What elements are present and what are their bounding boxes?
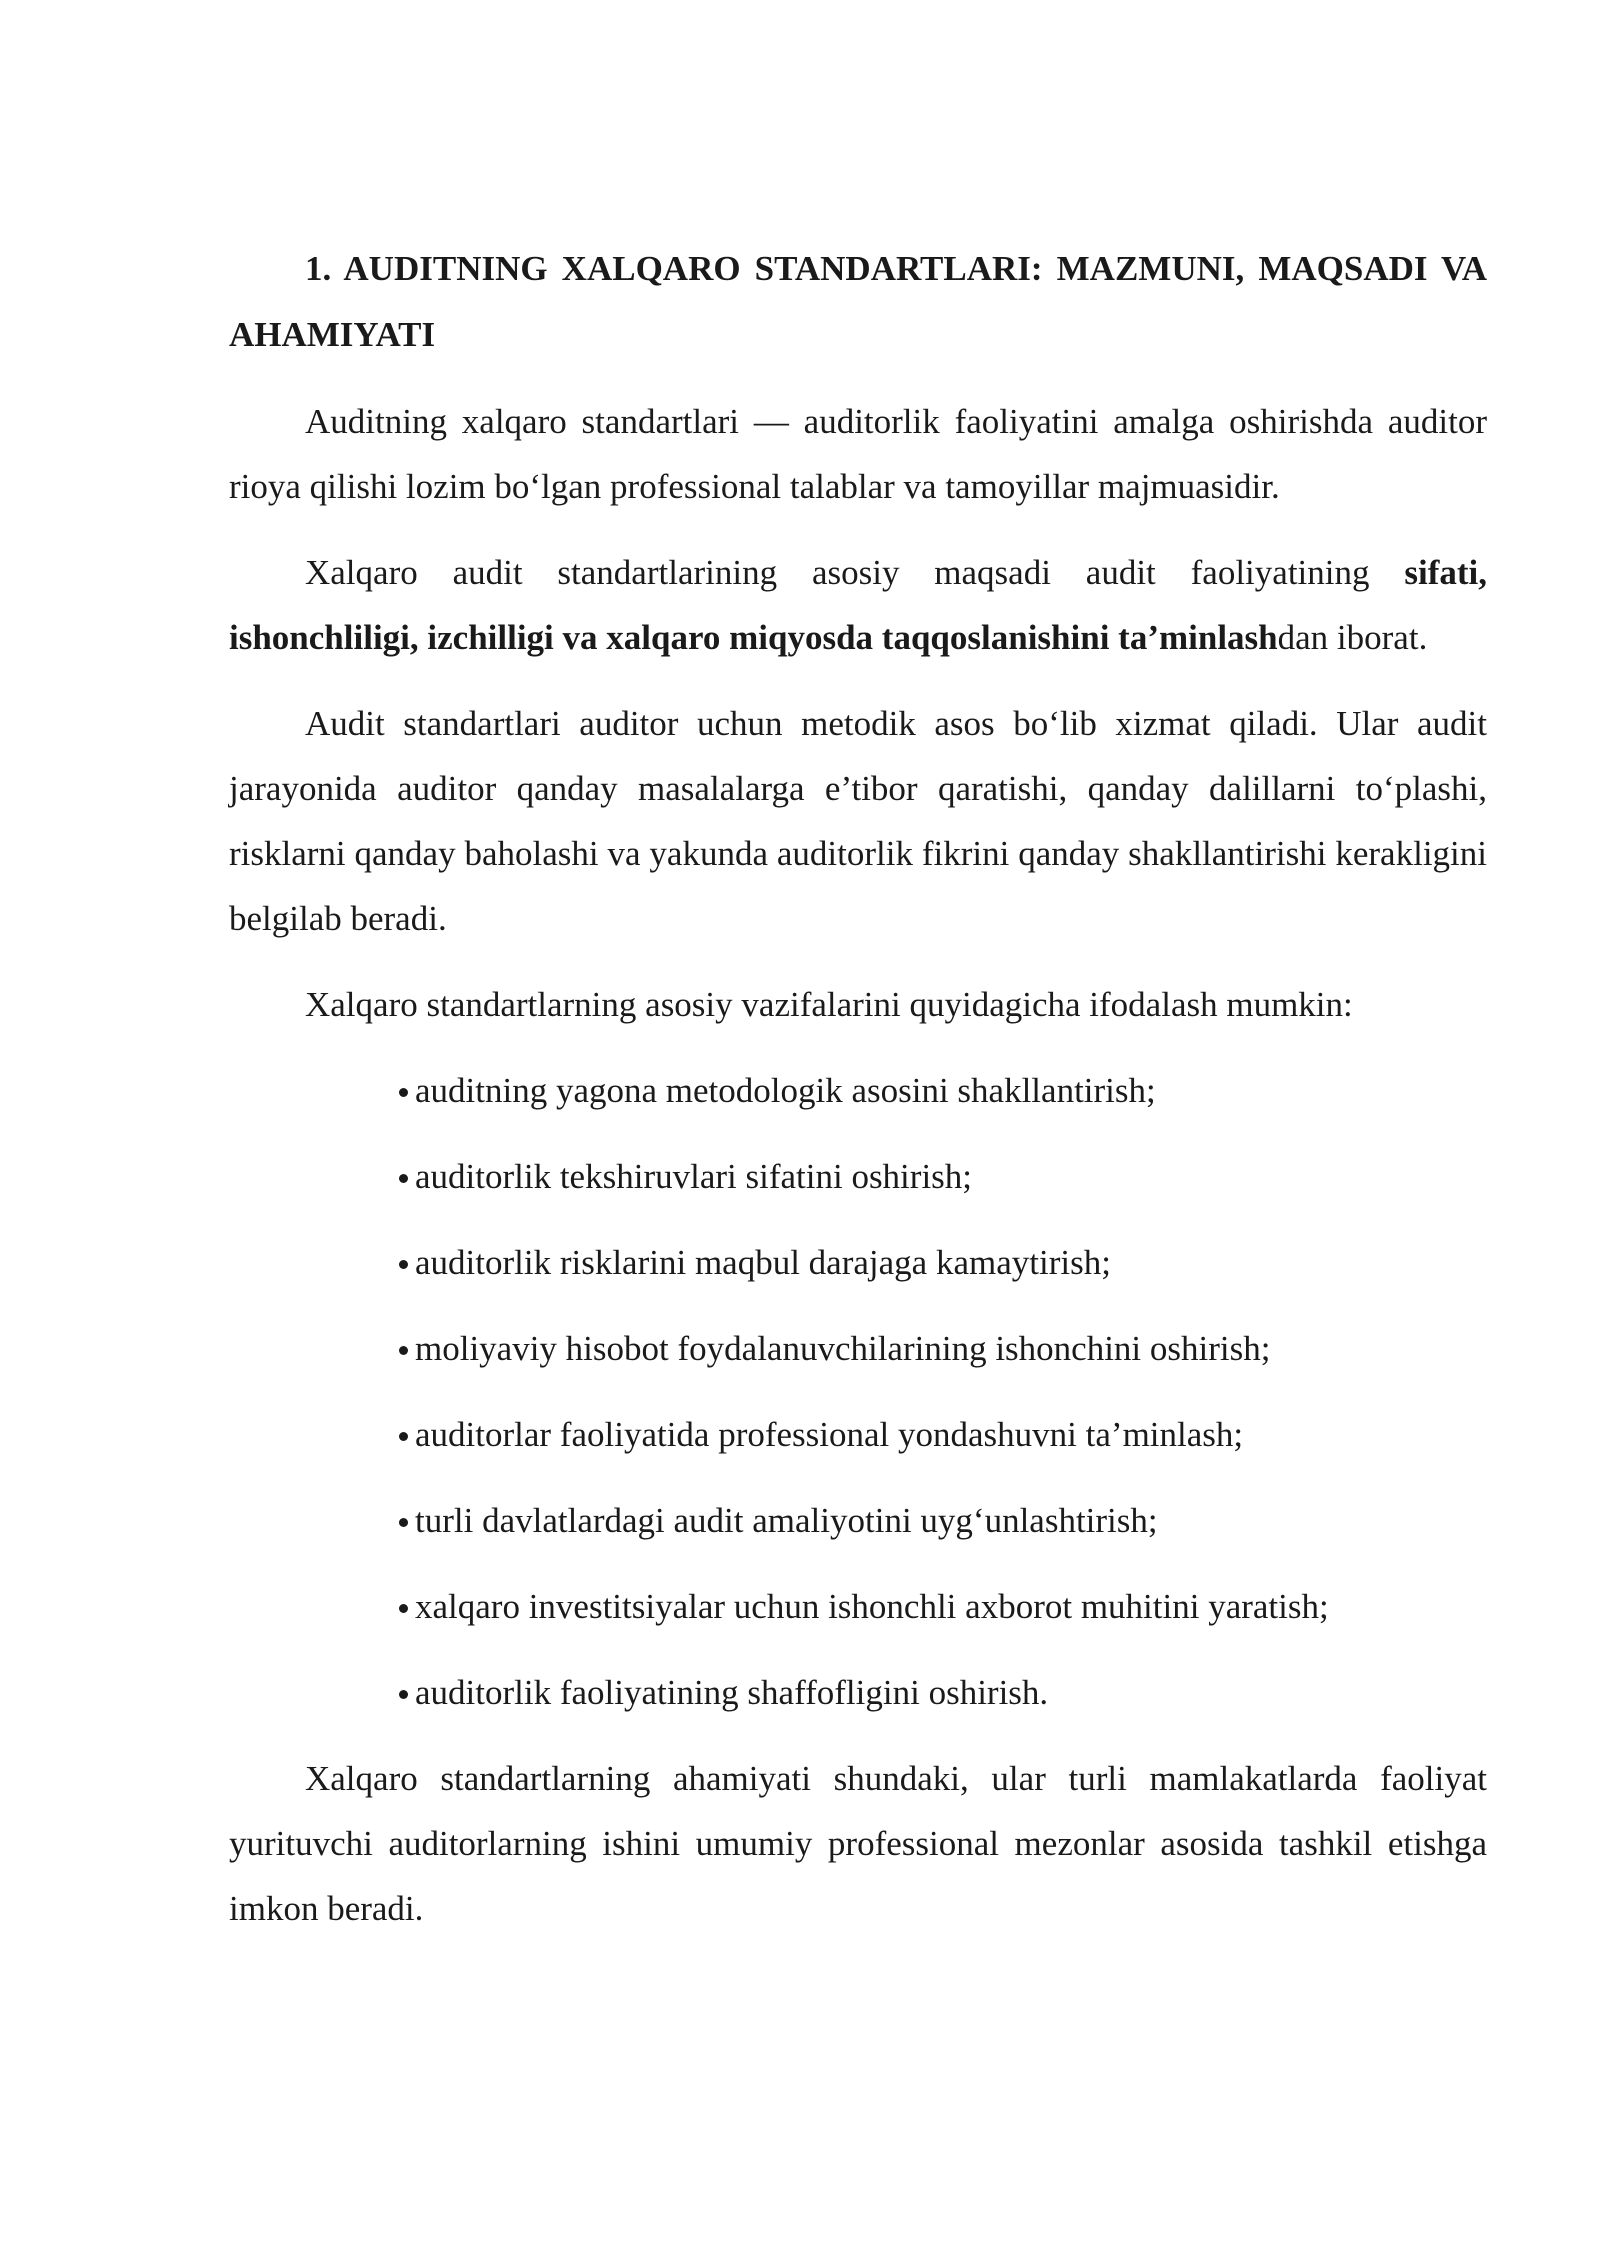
list-item: [399, 1660, 1487, 1725]
tasks-intro-paragraph: Xalqaro standartlarning asosiy vazifalarini quyidagicha ifodalash mumkin:: [305, 985, 1353, 1024]
list-item: [399, 1058, 1487, 1123]
list-item: [399, 1488, 1487, 1553]
bullet-icon: [399, 1346, 408, 1355]
bullet-icon: [399, 1604, 408, 1613]
list-item-text: auditning yagona metodologik asosini shakllantirish;: [415, 1071, 1156, 1110]
list-item: [399, 1230, 1487, 1295]
bullet-icon: [399, 1518, 408, 1527]
bullet-icon: [399, 1432, 408, 1441]
list-item: [399, 1574, 1487, 1639]
list-item-text: auditorlik risklarini maqbul darajaga kamaytirish;: [415, 1243, 1111, 1282]
bullet-icon: [399, 1174, 408, 1183]
list-item-text: auditorlar faoliyatida professional yondashuvni ta’minlash;: [415, 1415, 1244, 1454]
list-item-text: auditorlik tekshiruvlari sifatini oshirish;: [415, 1157, 973, 1196]
bullet-icon: [399, 1088, 408, 1097]
document-body: [229, 236, 1487, 1941]
list-item: [399, 1316, 1487, 1381]
purpose-text-start: Xalqaro audit standartlarining asosiy maqsadi audit faoliyatining: [305, 553, 1405, 592]
purpose-emphasis: sifati, ishonchliligi, izchilligi va xalqaro miqyosda taqqoslanishini ta’minlash: [229, 553, 1487, 657]
significance-paragraph: Xalqaro standartlarning ahamiyati shundaki, ular turli mamlakatlarda faoliyat yurituvchi auditorlarning ishini umumiy professional mezonlar asosida tashkil etishga imkon beradi.: [229, 1759, 1487, 1928]
list-item-text: turli davlatlardagi audit amaliyotini uyg‘unlashtirish;: [415, 1501, 1158, 1540]
list-item-text: xalqaro investitsiyalar uchun ishonchli axborot muhitini yaratish;: [415, 1587, 1329, 1626]
list-item: [399, 1144, 1487, 1209]
purpose-text-end: dan iborat.: [1277, 618, 1428, 657]
list-item: [399, 1402, 1487, 1467]
methodology-paragraph: Audit standartlari auditor uchun metodik asos bo‘lib xizmat qiladi. Ular audit jarayonida auditor qanday masalalarga e’tibor qaratishi, qanday dalillarni to‘plashi, risklarni qanday baholashi va yakunda auditorlik fikrini qanday shakllantirishi kerakligini belgilab beradi.: [229, 704, 1487, 938]
list-item-text: moliyaviy hisobot foydalanuvchilarining ishonchini oshirish;: [415, 1329, 1271, 1368]
tasks-list: [229, 1058, 1487, 1725]
purpose-paragraph: [229, 540, 1487, 670]
list-item-text: auditorlik faoliyatining shaffofligini oshirish.: [415, 1673, 1049, 1712]
bullet-icon: [399, 1260, 408, 1269]
bullet-icon: [399, 1690, 408, 1699]
section-heading: 1. AUDITNING XALQARO STANDARTLARI: MAZMUNI, MAQSADI VA AHAMIYATI: [229, 249, 1487, 354]
definition-paragraph: Auditning xalqaro standartlari — auditorlik faoliyatini amalga oshirishda auditor rioya qilishi lozim bo‘lgan professional talablar va tamoyillar majmuasidir.: [229, 402, 1487, 506]
